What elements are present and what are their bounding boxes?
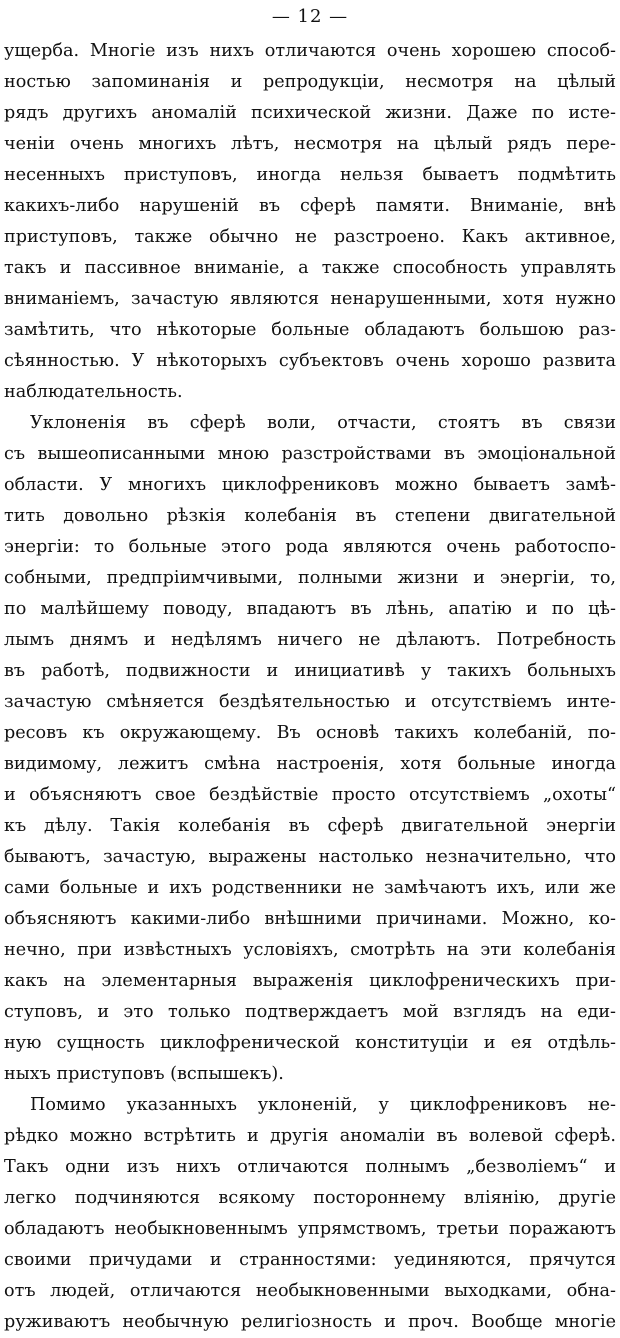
paragraph-2 [4, 408, 616, 1090]
text-line: объясняютъ какими-либо внѣшними причинами. Можно, ко- [4, 909, 616, 929]
text-line: какихъ-либо нарушенiй въ сферѣ памяти. Вниманiе, внѣ [4, 196, 616, 216]
text-line: Помимо указанныхъ уклоненiй, у циклофрениковъ не- [30, 1095, 616, 1115]
text-line: такъ и пассивное вниманiе, а также способность управлять [4, 258, 616, 278]
text-line: сами больные и ихъ родственники не замѣчаютъ ихъ, или же [4, 878, 616, 898]
text-line: области. У многихъ циклофрениковъ можно бываетъ замѣ- [4, 475, 616, 495]
text-line: своими причудами и странностями: уединяются, прячутся [4, 1250, 616, 1270]
text-line: приступовъ, также обычно не разстроено. Какъ активное, [4, 227, 616, 247]
text-line: къ дѣлу. Такiя колебанiя въ сферѣ двигательной энергiи [4, 816, 616, 836]
text-line: замѣтить, что нѣкоторые больные обладаютъ большою раз- [4, 320, 616, 340]
text-line: рѣдко можно встрѣтить и другiя аномалiи въ волевой сферѣ. [4, 1126, 616, 1146]
text-line: руживаютъ необычную религiозность и проч. Вообще многiе [4, 1312, 616, 1332]
text-line: рядъ другихъ аномалiй психической жизни. Даже по исте- [4, 103, 616, 123]
page-number: — 12 — [271, 6, 349, 27]
text-line: несенныхъ приступовъ, иногда нельзя бываетъ подмѣтить [4, 165, 616, 185]
text-line: обладаютъ необыкновеннымъ упрямствомъ, третьи поражаютъ [4, 1219, 616, 1239]
text-line: видимому, лежитъ смѣна настроенiя, хотя больные иногда [4, 754, 616, 774]
text-line: тить довольно рѣзкiя колебанiя въ степени двигательной [4, 506, 616, 526]
paragraph-3 [4, 1090, 616, 1338]
text-line: ныхъ приступовъ (вспышекъ). [4, 1064, 284, 1084]
text-line: какъ на элементарныя выраженiя циклофреническихъ при- [4, 971, 616, 991]
text-line: собными, предпрiимчивыми, полными жизни и энергiи, то, [4, 568, 616, 588]
text-line: ную сущность циклофренической конституцiи и ея отдѣль- [4, 1033, 616, 1053]
text-line: ресовъ къ окружающему. Въ основѣ такихъ колебанiй, по- [4, 723, 616, 743]
text-line: ченiи очень многихъ лѣтъ, несмотря на цѣлый рядъ пере- [4, 134, 616, 154]
text-line: легко подчиняются всякому постороннему влiянiю, другiе [4, 1188, 616, 1208]
paragraph-1 [4, 36, 616, 408]
text-line: Уклоненiя въ сферѣ воли, отчасти, стоятъ въ связи [30, 413, 616, 433]
text-line: и объясняютъ свое бездѣйствiе просто отсутствiемъ „охоты“ [4, 785, 616, 805]
text-line: нечно, при извѣстныхъ условiяхъ, смотрѣть на эти колебанiя [4, 940, 616, 960]
text-line: въ работѣ, подвижности и инициативѣ у такихъ больныхъ [4, 661, 616, 681]
text-line: ностью запоминанiя и репродукцiи, несмотря на цѣлый [4, 72, 616, 92]
text-line: ступовъ, и это только подтверждаетъ мой взглядъ на еди- [4, 1002, 616, 1022]
text-line: зачастую смѣняется бездѣятельностью и отсутствiемъ инте- [4, 692, 616, 712]
text-line: съ вышеописанными мною разстройствами въ эмоцiональной [4, 444, 616, 464]
text-line: энергiи: то больные этого рода являются очень работоспо- [4, 537, 616, 557]
text-line: лымъ днямъ и недѣлямъ ничего не дѣлаютъ. Потребность [4, 630, 616, 650]
text-line: бываютъ, зачастую, выражены настолько незначительно, что [4, 847, 616, 867]
text-line: вниманiемъ, зачастую являются ненарушенными, хотя нужно [4, 289, 616, 309]
text-line: сѣянностью. У нѣкоторыхъ субъектовъ очень хорошо развита [4, 351, 616, 371]
text-line: ущерба. Многiе изъ нихъ отличаются очень хорошею способ- [4, 41, 616, 61]
text-line: Такъ одни изъ нихъ отличаются полнымъ „безволiемъ“ и [4, 1157, 616, 1177]
text-line: отъ людей, отличаются необыкновенными выходками, обна- [4, 1281, 616, 1301]
text-line: по малѣйшему поводу, впадаютъ въ лѣнь, апатiю и по цѣ- [4, 599, 616, 619]
text-line: наблюдательность. [4, 382, 183, 402]
